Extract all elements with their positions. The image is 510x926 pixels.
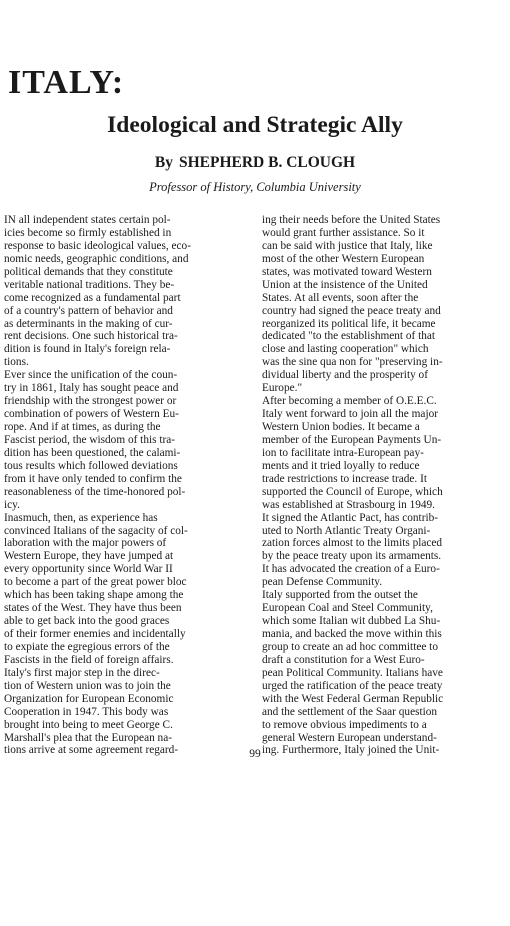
- text-line: general Western European understand-: [262, 731, 437, 744]
- text-line: able to get back into the good graces: [4, 615, 170, 628]
- text-line: would grant further assistance. So it: [262, 226, 425, 239]
- text-line: combination of powers of Western Eu-: [4, 408, 179, 421]
- text-line: Organization for European Economic: [4, 692, 174, 705]
- text-line: icies become so firmly established in: [4, 226, 172, 239]
- article-subtitle: Ideological and Strategic Ally: [107, 112, 403, 138]
- text-line: mania, and backed the move within this: [262, 628, 442, 640]
- page-number: 99: [249, 748, 261, 760]
- text-line: reasonableness of the time-honored pol-: [4, 485, 186, 498]
- text-line: country had signed the peace treaty and: [262, 304, 441, 317]
- text-line: trade restrictions to increase trade. It: [262, 472, 427, 485]
- text-line: friendship with the strongest power or: [4, 395, 177, 408]
- text-line: Italy went forward to join all the major: [262, 408, 438, 421]
- author-byline: [0, 154, 510, 172]
- text-line: dition has been questioned, the calami-: [4, 446, 181, 459]
- text-line: Western Europe, they have jumped at: [4, 550, 174, 563]
- text-line: Italy supported from the outset the: [262, 589, 418, 602]
- text-line: urged the ratification of the peace treaty: [262, 679, 443, 692]
- text-line: veritable national traditions. They be-: [4, 278, 175, 291]
- text-line: response to basic ideological values, eco-: [4, 239, 191, 252]
- text-line: can be said with justice that Italy, like: [262, 239, 433, 252]
- text-line: ing their needs before the United States: [262, 214, 441, 226]
- text-line: dition is found in Italy's foreign rela-: [4, 343, 171, 356]
- text-line: states, was motivated toward Western: [262, 265, 432, 278]
- text-line: Marshall's plea that the European na-: [4, 731, 172, 744]
- text-line: try in 1861, Italy has sought peace and: [4, 382, 179, 395]
- text-line: close and lasting cooperation" which: [262, 343, 429, 356]
- text-line: pean Political Community. Italians have: [262, 666, 443, 679]
- text-line: tous results which followed deviations: [4, 459, 178, 472]
- right-text-column: [262, 214, 507, 757]
- text-line: ments and it tried loyally to reduce: [262, 459, 420, 472]
- text-line: tions arrive at some agreement regard-: [4, 744, 179, 757]
- text-line: nomic needs, geographic conditions, and: [4, 252, 189, 265]
- country-heading: ITALY:: [8, 64, 125, 101]
- text-line: member of the European Payments Un-: [262, 433, 442, 446]
- text-line: of their former enemies and incidentally: [4, 628, 186, 640]
- text-line: and the settlement of the Saar question: [262, 705, 438, 718]
- text-line: ion to facilitate intra-European pay-: [262, 446, 424, 459]
- text-line: It signed the Atlantic Pact, has contrib-: [262, 511, 439, 524]
- text-line: rent decisions. One such historical tra-: [4, 330, 178, 343]
- text-line: of a country's pattern of behavior and: [4, 304, 173, 317]
- text-line: every opportunity since World War II: [4, 563, 173, 576]
- text-line: dedicated "to the establishment of that: [262, 330, 436, 343]
- text-line: political demands that they constitute: [4, 265, 173, 278]
- text-line: Cooperation in 1947. This body was: [4, 705, 169, 718]
- text-line: Europe.": [262, 382, 303, 395]
- text-line: was the sine qua non for "preserving in-: [262, 356, 443, 369]
- text-line: states of the West. They have thus been: [4, 602, 182, 615]
- text-line: from it have only tended to confirm the: [4, 472, 182, 485]
- text-line: draft a constitution for a West Euro-: [262, 653, 425, 666]
- text-line: Western Union bodies. It became a: [262, 421, 420, 433]
- text-line: It has advocated the creation of a Euro-: [262, 563, 440, 576]
- text-line: tions.: [4, 356, 29, 369]
- text-line: uted to North Atlantic Treaty Organi-: [262, 524, 431, 537]
- text-line: was established at Strasbourg in 1949.: [262, 498, 435, 511]
- text-line: Fascists in the field of foreign affairs.: [4, 653, 174, 666]
- text-line: as determinants in the making of cur-: [4, 317, 173, 330]
- text-line: icy.: [4, 498, 20, 511]
- text-line: convinced Italians of the sagacity of col-: [4, 524, 188, 537]
- text-line: come recognized as a fundamental part: [4, 291, 181, 304]
- text-line: laboration with the major powers of: [4, 537, 167, 550]
- text-line: with the West Federal German Republic: [262, 692, 444, 705]
- text-line: to become a part of the great power bloc: [4, 576, 187, 589]
- text-line: After becoming a member of O.E.E.C.: [262, 395, 437, 408]
- text-line: supported the Council of Europe, which: [262, 485, 443, 498]
- text-line: Fascist period, the wisdom of this tra-: [4, 433, 175, 446]
- text-line: most of the other Western European: [262, 252, 425, 265]
- text-line: States. At all events, soon after the: [262, 291, 419, 304]
- text-line: group to create an ad hoc committee to: [262, 640, 438, 653]
- author-prefix: By: [154, 154, 173, 171]
- text-line: Union at the insistence of the United: [262, 278, 428, 291]
- text-line: by the peace treaty upon its armaments.: [262, 550, 442, 563]
- text-line: Ever since the unification of the coun-: [4, 369, 178, 382]
- author-affiliation: Professor of History, Columbia University: [149, 180, 361, 194]
- author-name: SHEPHERD B. CLOUGH: [178, 154, 356, 171]
- text-line: Italy's first major step in the direc-: [4, 666, 160, 679]
- text-line: to remove obvious impediments to a: [262, 718, 427, 731]
- text-line: which some Italian wit dubbed La Shu-: [262, 615, 441, 628]
- text-line: which has been taking shape among the: [4, 589, 184, 602]
- text-line: ing. Furthermore, Italy joined the Unit-: [262, 744, 440, 757]
- text-line: dividual liberty and the prosperity of: [262, 369, 428, 382]
- text-line: European Coal and Steel Community,: [262, 602, 433, 615]
- text-line: pean Defense Community.: [262, 576, 383, 589]
- text-line: Inasmuch, then, as experience has: [4, 511, 158, 524]
- text-line: rope. And if at times, as during the: [4, 421, 161, 433]
- text-line: IN all independent states certain pol-: [4, 214, 171, 226]
- text-line: to expiate the egregious errors of the: [4, 640, 170, 653]
- text-line: brought into being to meet George C.: [4, 718, 173, 731]
- text-line: reorganized its political life, it became: [262, 317, 436, 330]
- left-text-column: [4, 214, 249, 757]
- text-line: zation forces almost to the limits placed: [262, 537, 443, 550]
- text-line: tion of Western union was to join the: [4, 679, 171, 692]
